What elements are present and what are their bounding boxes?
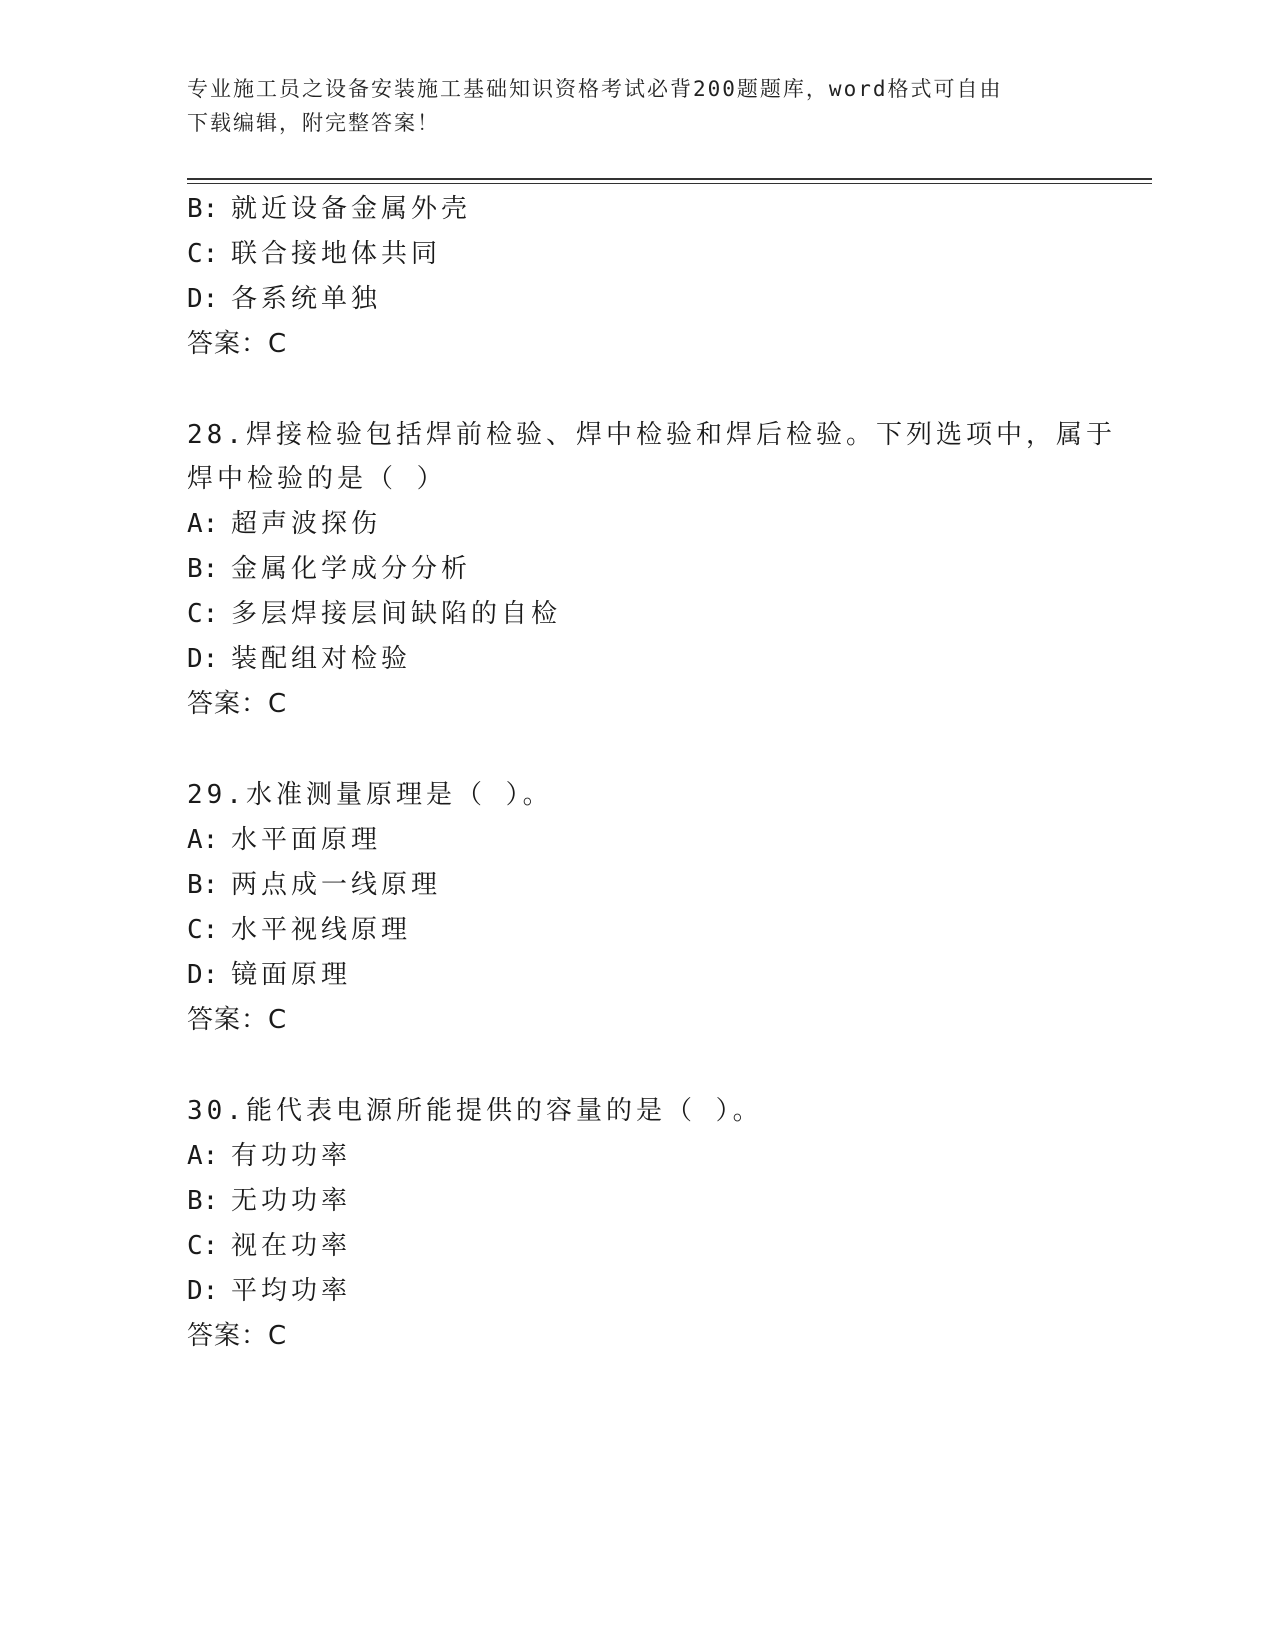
option-letter: C: xyxy=(187,239,219,269)
option-text: 镜面原理 xyxy=(231,960,352,990)
header-line-2: 下载编辑，附完整答案！ xyxy=(187,111,440,135)
q30-answer: 答案：C xyxy=(187,1321,288,1351)
q30-option-d xyxy=(187,1274,351,1308)
option-letter: B: xyxy=(187,1186,219,1216)
header-divider-thin xyxy=(187,183,1152,184)
option-letter: D: xyxy=(187,284,219,314)
q28-option-b xyxy=(187,552,471,586)
option-text: 平均功率 xyxy=(231,1276,352,1306)
option-letter: C: xyxy=(187,1231,219,1261)
q29-option-c xyxy=(187,913,411,947)
q29-option-d xyxy=(187,958,351,992)
option-text: 水平视线原理 xyxy=(231,915,412,945)
option-text: 就近设备金属外壳 xyxy=(231,194,472,224)
q29-stem: 29.水准测量原理是（ ）。 xyxy=(187,780,553,810)
option-text: 有功功率 xyxy=(231,1141,352,1171)
q28-option-c xyxy=(187,597,561,631)
q28-stem-line-2: 焊中检验的是（ ） xyxy=(187,464,447,494)
q28-stem-line-1: 28.焊接检验包括焊前检验、焊中检验和焊后检验。下列选项中，属于 xyxy=(187,420,1116,450)
option-text: 超声波探伤 xyxy=(231,509,382,539)
option-letter: A: xyxy=(187,509,219,539)
option-text: 装配组对检验 xyxy=(231,644,412,674)
header-divider-thick xyxy=(187,178,1152,180)
option-letter: B: xyxy=(187,194,219,224)
q30-option-b xyxy=(187,1184,351,1218)
q29-option-b xyxy=(187,868,441,902)
option-text: 多层焊接层间缺陷的自检 xyxy=(231,599,562,629)
option-text: 无功功率 xyxy=(231,1186,352,1216)
option-text: 水平面原理 xyxy=(231,825,382,855)
option-letter: D: xyxy=(187,1276,219,1306)
option-letter: C: xyxy=(187,915,219,945)
q28-answer: 答案：C xyxy=(187,689,288,719)
q30-option-a xyxy=(187,1139,351,1173)
option-text: 各系统单独 xyxy=(231,284,382,314)
option-letter: B: xyxy=(187,554,219,584)
q27-option-d xyxy=(187,282,381,316)
q29-answer: 答案：C xyxy=(187,1005,288,1035)
q27-option-b xyxy=(187,192,471,226)
header-line-1: 专业施工员之设备安装施工基础知识资格考试必背200题题库，word格式可自由 xyxy=(187,77,1003,101)
q27-answer: 答案：C xyxy=(187,329,288,359)
option-letter: C: xyxy=(187,599,219,629)
q28-option-a xyxy=(187,507,381,541)
option-letter: A: xyxy=(187,1141,219,1171)
option-text: 视在功率 xyxy=(231,1231,352,1261)
option-text: 金属化学成分分析 xyxy=(231,554,472,584)
option-text: 两点成一线原理 xyxy=(231,870,442,900)
q30-option-c xyxy=(187,1229,351,1263)
option-text: 联合接地体共同 xyxy=(231,239,442,269)
option-letter: A: xyxy=(187,825,219,855)
q28-option-d xyxy=(187,642,411,676)
q30-stem: 30.能代表电源所能提供的容量的是（ ）。 xyxy=(187,1096,763,1126)
option-letter: D: xyxy=(187,960,219,990)
q27-option-c xyxy=(187,237,441,271)
option-letter: B: xyxy=(187,870,219,900)
option-letter: D: xyxy=(187,644,219,674)
document-header xyxy=(187,72,1087,140)
q29-option-a xyxy=(187,823,381,857)
